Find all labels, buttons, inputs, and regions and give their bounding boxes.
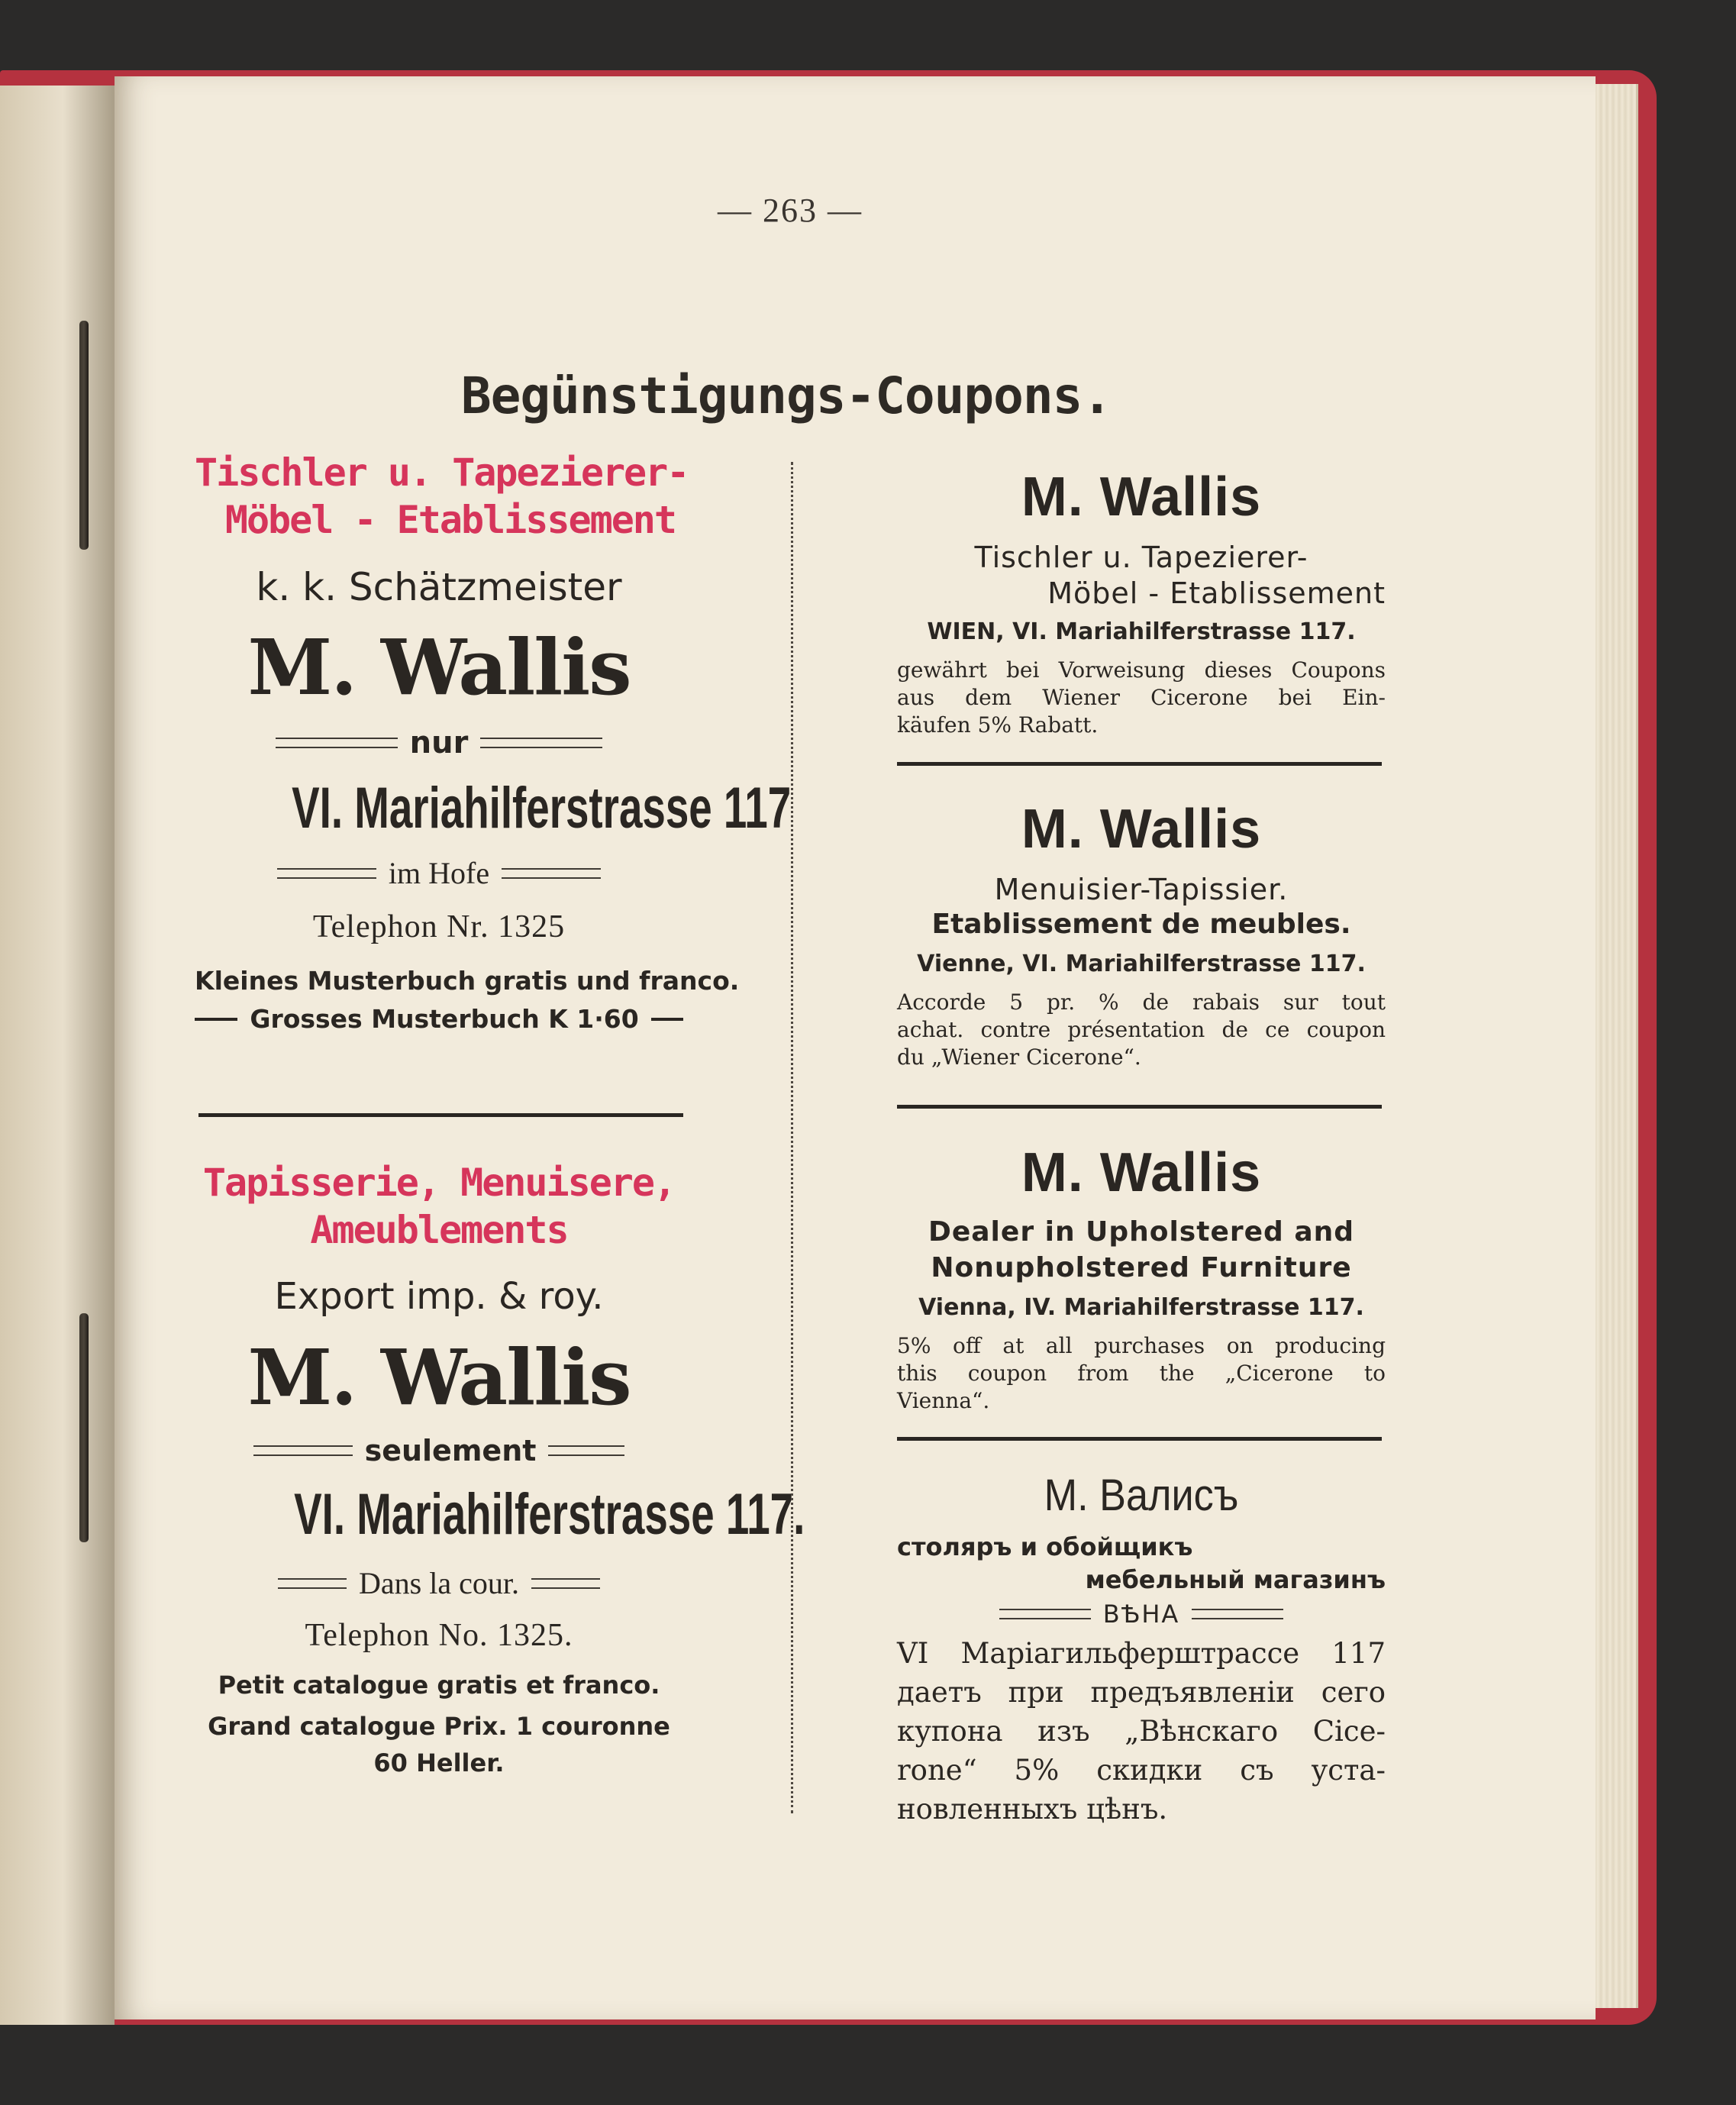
coupon-text-line: Vienna“. bbox=[897, 1388, 990, 1413]
coupon-line2: мебельный магазинъ bbox=[1085, 1565, 1386, 1594]
coupon-text-line: this coupon from the „Cicerone to bbox=[897, 1361, 1386, 1386]
page-stack-edge bbox=[1592, 84, 1638, 2008]
coupon-line2: Nonupholstered Furniture bbox=[931, 1252, 1352, 1283]
advert-line2-row bbox=[195, 1004, 683, 1034]
advert-im-hofe: im Hofe bbox=[388, 856, 490, 890]
column-divider bbox=[791, 462, 793, 1813]
coupon-text-line: aus dem Wiener Cicerone bei Ein- bbox=[897, 685, 1386, 710]
coupon-text-line: новленныхъ цѣнъ. bbox=[897, 1793, 1168, 1826]
coupon-line1: столяръ и обойщикъ bbox=[897, 1532, 1193, 1561]
left-page-edge bbox=[0, 86, 115, 2025]
advert-hof-row bbox=[195, 855, 683, 891]
coupon-text-line: rone“ 5% скидки съ уста- bbox=[897, 1754, 1386, 1787]
coupon-address: Vienne, VI. Mariahilferstrasse 117. bbox=[917, 951, 1366, 977]
advert-seulement: seulement bbox=[364, 1434, 537, 1467]
coupon-text-line: achat. contre présentation de ce coupon bbox=[897, 1017, 1386, 1042]
coupon-city: ВѢНА bbox=[1102, 1600, 1180, 1629]
double-rule bbox=[277, 868, 376, 879]
advert-telephone: Telephon No. 1325. bbox=[305, 1618, 573, 1653]
double-rule bbox=[531, 1578, 600, 1589]
advert-company-name: M. Wallis bbox=[247, 622, 631, 712]
coupon-address: WIEN, VI. Mariahilferstrasse 117. bbox=[927, 618, 1356, 645]
coupon-text bbox=[897, 989, 1386, 1071]
coupon-company-name: M. Валисъ bbox=[1044, 1471, 1239, 1520]
section-divider bbox=[897, 1105, 1382, 1109]
advert-heading-line2: Möbel - Etablissement bbox=[224, 498, 676, 542]
coupon-text-line: VI Маріагильферштрассе 117 bbox=[897, 1637, 1386, 1670]
coupon-text bbox=[897, 1634, 1386, 1829]
coupon-line1: Menuisier-Tapissier. bbox=[994, 873, 1289, 906]
coupon-russian bbox=[897, 1470, 1386, 1897]
coupon-french bbox=[897, 798, 1386, 1149]
advert-address-row bbox=[195, 775, 792, 842]
advert-company-name: M. Wallis bbox=[247, 1332, 631, 1422]
double-rule bbox=[502, 868, 601, 879]
advert-cour: Dans la cour. bbox=[359, 1566, 519, 1600]
double-rule bbox=[253, 1445, 353, 1456]
advert-german bbox=[195, 450, 792, 1122]
coupon-text bbox=[897, 1332, 1386, 1415]
coupon-line2: Etablissement de meubles. bbox=[931, 909, 1351, 940]
coupon-text bbox=[897, 657, 1386, 739]
coupon-line2: Möbel - Etablissement bbox=[1047, 576, 1386, 610]
coupon-text-line: käufen 5% Rabatt. bbox=[897, 712, 1099, 738]
page-number: — 263 — bbox=[718, 192, 863, 229]
book-page bbox=[115, 76, 1596, 2019]
coupon-line1: Tischler u. Tapezierer- bbox=[974, 541, 1308, 574]
gutter-shadow bbox=[79, 1313, 89, 1542]
advert-telephone: Telephon Nr. 1325 bbox=[312, 909, 566, 944]
coupon-company-name: M. Wallis bbox=[1021, 467, 1262, 528]
coupon-line1: Dealer in Upholstered and bbox=[928, 1216, 1355, 1248]
coupon-address: Vienna, IV. Mariahilferstrasse 117. bbox=[918, 1294, 1364, 1321]
advert-heading-line2: Ameublements bbox=[310, 1208, 568, 1252]
double-rule bbox=[548, 1445, 624, 1456]
coupon-text-line: даетъ при предъявленіи сего bbox=[897, 1676, 1386, 1709]
double-rule bbox=[480, 738, 602, 748]
coupon-text-line: 5% off at all purchases on producing bbox=[897, 1333, 1386, 1358]
advert-heading-line1: Tapisserie, Menuisere, bbox=[202, 1161, 676, 1205]
advert-cour-row bbox=[195, 1565, 683, 1601]
coupon-city-row bbox=[897, 1600, 1386, 1629]
coupon-text-line: du „Wiener Cicerone“. bbox=[897, 1044, 1141, 1070]
advert-heading-line1: Tischler u. Tapezierer- bbox=[195, 450, 689, 495]
advert-line3: 60 Heller. bbox=[373, 1748, 505, 1777]
advert-subtitle: Export imp. & roy. bbox=[274, 1275, 604, 1318]
coupon-german bbox=[897, 466, 1386, 825]
advert-nur-row bbox=[195, 725, 683, 760]
page-title: Begünstigungs-Coupons. bbox=[460, 366, 1112, 425]
double-rule bbox=[1192, 1609, 1283, 1619]
advert-nur: nur bbox=[409, 725, 469, 760]
rule bbox=[651, 1018, 683, 1021]
gutter-shadow bbox=[79, 321, 89, 550]
advert-address: VI. Mariahilferstrasse 117 bbox=[292, 776, 792, 841]
rule bbox=[195, 1018, 237, 1021]
coupon-text-line: купона изъ „Вѣнскаго Cice- bbox=[897, 1715, 1386, 1748]
advert-line2: Grosses Musterbuch K 1·60 bbox=[250, 1004, 639, 1034]
double-rule bbox=[999, 1609, 1091, 1619]
section-divider bbox=[897, 1437, 1382, 1441]
section-divider bbox=[897, 762, 1382, 766]
advert-address-row bbox=[195, 1481, 805, 1548]
coupon-text-line: Accorde 5 pr. % de rabais sur tout bbox=[897, 990, 1386, 1015]
coupon-company-name: M. Wallis bbox=[1021, 799, 1262, 860]
advert-line1: Petit catalogue gratis et franco. bbox=[218, 1671, 660, 1700]
coupon-text-line: gewährt bei Vorweisung dieses Coupons bbox=[897, 657, 1386, 683]
advert-seulement-row bbox=[195, 1434, 683, 1467]
double-rule bbox=[278, 1578, 347, 1589]
advert-line2: Grand catalogue Prix. 1 couronne bbox=[208, 1712, 670, 1741]
advert-subtitle: k. k. Schätzmeister bbox=[256, 565, 622, 609]
advert-french bbox=[195, 1161, 805, 1894]
advert-line1: Kleines Musterbuch gratis und franco. bbox=[195, 966, 740, 996]
coupon-company-name: M. Wallis bbox=[1021, 1142, 1262, 1203]
advert-address: VI. Mariahilferstrasse 117. bbox=[294, 1482, 805, 1547]
double-rule bbox=[276, 738, 398, 748]
section-divider bbox=[198, 1113, 683, 1117]
